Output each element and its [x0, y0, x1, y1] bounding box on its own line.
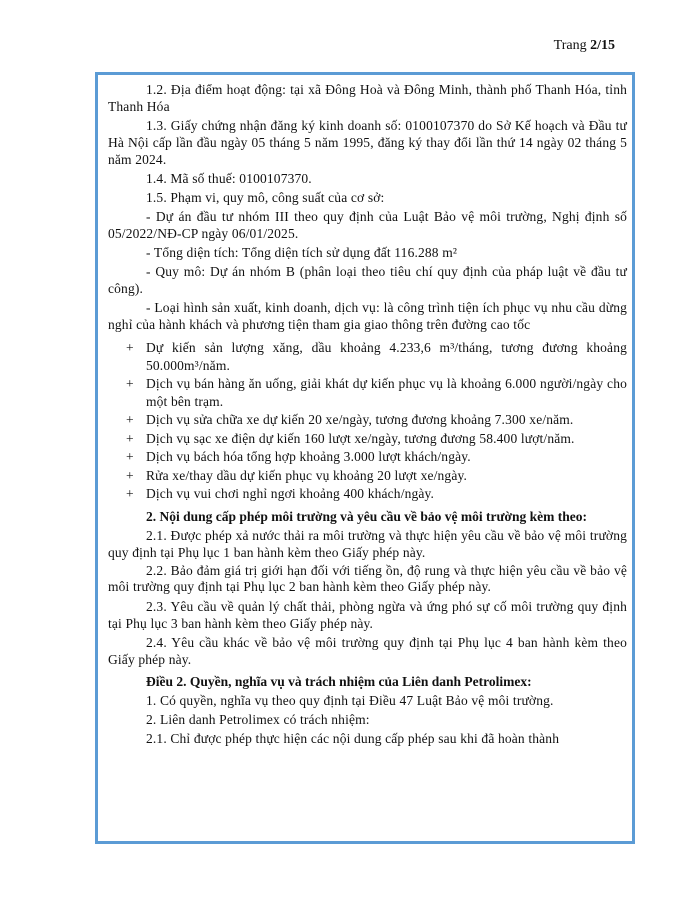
service-list [108, 339, 627, 503]
bullet-marker: + [126, 340, 134, 355]
service-item-grocery [108, 448, 627, 466]
bullet-marker: + [126, 486, 134, 501]
article-2-paragraph-2-1: 2.1. Chỉ được phép thực hiện các nội dung cấp phép sau khi đã hoàn thành [146, 731, 560, 747]
paragraph-scale: - Quy mô: Dự án nhóm B (phân loại theo tiêu chí quy định của pháp luật về đầu tư công). [108, 264, 627, 296]
paragraph-1-4: 1.4. Mã số thuế: 0100107370. [146, 171, 312, 186]
article-2-heading: Điều 2. Quyền, nghĩa vụ và trách nhiệm của Liên danh Petrolimex: [146, 674, 532, 690]
page-number [554, 38, 615, 54]
service-item-text: Dịch vụ sửa chữa xe dự kiến 20 xe/ngày, tương đương khoảng 7.300 xe/năm. [146, 412, 574, 427]
paragraph-1-5: 1.5. Phạm vi, quy mô, công suất của cơ sở: [146, 190, 385, 205]
service-item-text: Rửa xe/thay dầu dự kiến phục vụ khoảng 20 lượt xe/ngày. [146, 467, 468, 483]
bullet-marker: + [126, 467, 134, 483]
bullet-marker: + [126, 412, 134, 427]
page-number-value: 2/15 [590, 38, 615, 53]
service-item-text: Dịch vụ bách hóa tổng hợp khoảng 3.000 lượt khách/ngày. [146, 449, 471, 464]
paragraph-2-1: 2.1. Được phép xả nước thải ra môi trường và thực hiện yêu cầu về bảo vệ môi trường quy định tại Phụ lục 1 ban hành kèm theo Giấy phép này. [108, 527, 627, 560]
paragraph-2-3: 2.3. Yêu cầu về quản lý chất thải, phòng ngừa và ứng phó sự cố môi trường quy định tại Phụ lục 3 ban hành kèm theo Giấy phép này. [108, 599, 627, 632]
paragraph-2-4: 2.4. Yêu cầu khác về bảo vệ môi trường quy định tại Phụ lục 4 ban hành kèm theo Giấy phép này. [108, 635, 627, 668]
paragraph-1-3: 1.3. Giấy chứng nhận đăng ký kinh doanh số: 0100107370 do Sở Kế hoạch và Đầu tư Hà Nội cấp lần đầu ngày 05 tháng 5 năm 1995, đăng ký thay đổi lần thứ 14 ngày 02 tháng 5 năm 2024. [108, 118, 627, 167]
bullet-marker: + [126, 430, 134, 446]
article-2-paragraph-2: 2. Liên danh Petrolimex có trách nhiệm: [146, 712, 370, 728]
document-body [108, 81, 627, 749]
service-item-text: Dịch vụ sạc xe điện dự kiến 160 lượt xe/ngày, tương đương 58.400 lượt/năm. [146, 430, 575, 446]
paragraph-project-group: - Dự án đầu tư nhóm III theo quy định của Luật Bảo vệ môi trường, Nghị định số 05/2022/NĐ-CP ngày 06/01/2025. [108, 209, 627, 241]
service-item-car-wash [108, 467, 627, 485]
section-2-heading: 2. Nội dung cấp phép môi trường và yêu cầu về bảo vệ môi trường kèm theo: [146, 508, 588, 524]
service-item-text: Dịch vụ vui chơi nghỉ ngơi khoảng 400 khách/ngày. [146, 486, 435, 501]
bullet-marker: + [126, 449, 134, 464]
service-item-ev-charging [108, 430, 627, 448]
service-item-food [108, 375, 627, 410]
paragraph-business-type: - Loại hình sản xuất, kinh doanh, dịch vụ: là công trình tiện ích phục vụ nhu cầu dừng nghỉ của hành khách và phương tiện tham gia giao thông trên đường cao tốc [108, 300, 627, 332]
service-item-text: Dịch vụ bán hàng ăn uống, giải khát dự kiến phục vụ là khoảng 6.000 người/ngày cho một bên trạm. [146, 376, 627, 409]
article-2-paragraph-1: 1. Có quyền, nghĩa vụ theo quy định tại Điều 47 Luật Bảo vệ môi trường. [146, 693, 554, 709]
service-item-text: Dự kiến sản lượng xăng, dầu khoảng 4.233,6 m³/tháng, tương đương khoảng 50.000m³/năm. [146, 340, 627, 373]
paragraph-1-2: 1.2. Địa điểm hoạt động: tại xã Đông Hoà và Đông Minh, thành phố Thanh Hóa, tỉnh Thanh Hóa [108, 82, 627, 114]
paragraph-2-2: 2.2. Bảo đảm giá trị giới hạn đối với tiếng ồn, độ rung và thực hiện yêu cầu về bảo vệ môi trường quy định tại Phụ lục 2 ban hành kèm theo Giấy phép này. [108, 562, 627, 595]
bullet-marker: + [126, 376, 134, 391]
page-number-prefix: Trang [553, 38, 591, 53]
service-item-recreation [108, 485, 627, 503]
service-item-repair [108, 411, 627, 429]
document-frame [95, 72, 635, 844]
service-item-fuel [108, 339, 627, 374]
paragraph-total-area: - Tổng diện tích: Tổng diện tích sử dụng đất 116.288 m² [146, 245, 458, 260]
